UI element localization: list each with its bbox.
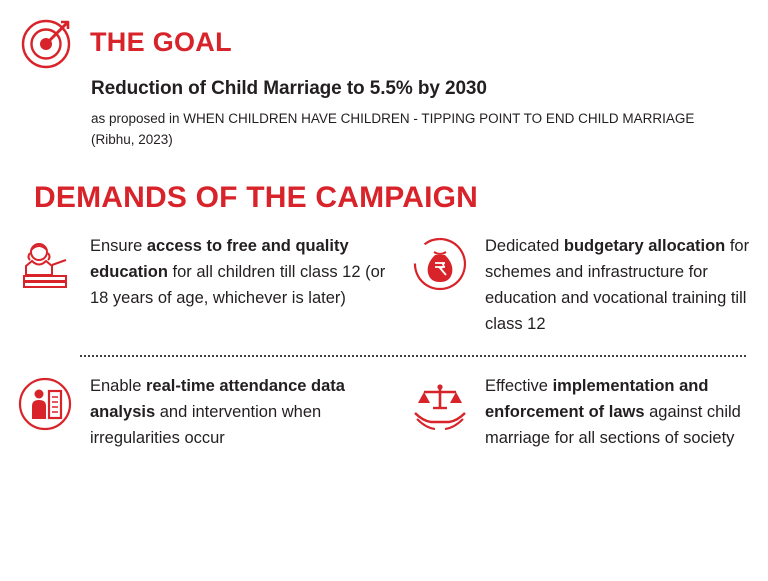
demands-heading: DEMANDS OF THE CAMPAIGN <box>34 180 479 214</box>
target-arrow-icon <box>20 14 76 70</box>
demand-rest-budget: for schemes and infrastructure for education and vocational training till class 12 <box>485 236 750 334</box>
demand-text-attendance <box>90 373 390 451</box>
demand-bold-education: access to free and quality education <box>90 236 349 281</box>
demand-lead-laws: Effective <box>485 377 553 396</box>
demand-rest-attendance: and intervention when irregularities occur <box>90 403 322 448</box>
demand-item-budget <box>411 233 752 353</box>
goal-heading: THE GOAL <box>90 26 232 57</box>
demand-text-laws <box>485 373 752 451</box>
goal-body <box>91 78 752 151</box>
demand-bold-budget: budgetary allocation <box>563 236 726 255</box>
section-divider <box>80 355 746 357</box>
goal-header <box>20 14 752 70</box>
girl-reading-book-icon <box>16 235 74 293</box>
demand-rest-laws: against child marriage for all sections of society <box>485 403 741 448</box>
demand-bold-attendance: real-time attendance data analysis <box>90 377 345 422</box>
demand-lead-education: Ensure <box>90 236 147 255</box>
demand-text-budget <box>485 233 752 337</box>
demand-text-education <box>90 233 390 311</box>
money-bag-rupee-icon <box>411 235 469 293</box>
scales-of-justice-hands-icon <box>411 375 469 433</box>
demand-rest-education: for all children till class 12 (or 18 years of age, whichever is later) <box>90 262 386 307</box>
demand-lead-budget: Dedicated <box>485 236 564 255</box>
goal-statement: Reduction of Child Marriage to 5.5% by 2030 <box>91 78 487 99</box>
goal-source-line-1: as proposed in WHEN CHILDREN HAVE CHILDREN - TIPPING POINT TO END CHILD MARRIAGE <box>91 111 695 126</box>
demand-item-laws <box>411 357 752 451</box>
demand-item-attendance <box>16 357 411 451</box>
demand-lead-attendance: Enable <box>90 377 146 396</box>
goal-source-line-2: (Ribhu, 2023) <box>91 131 173 147</box>
demand-item-education <box>16 233 411 353</box>
demands-grid <box>16 233 752 451</box>
attendance-data-person-icon <box>16 375 74 433</box>
demand-bold-laws: implementation and enforcement of laws <box>485 377 709 422</box>
